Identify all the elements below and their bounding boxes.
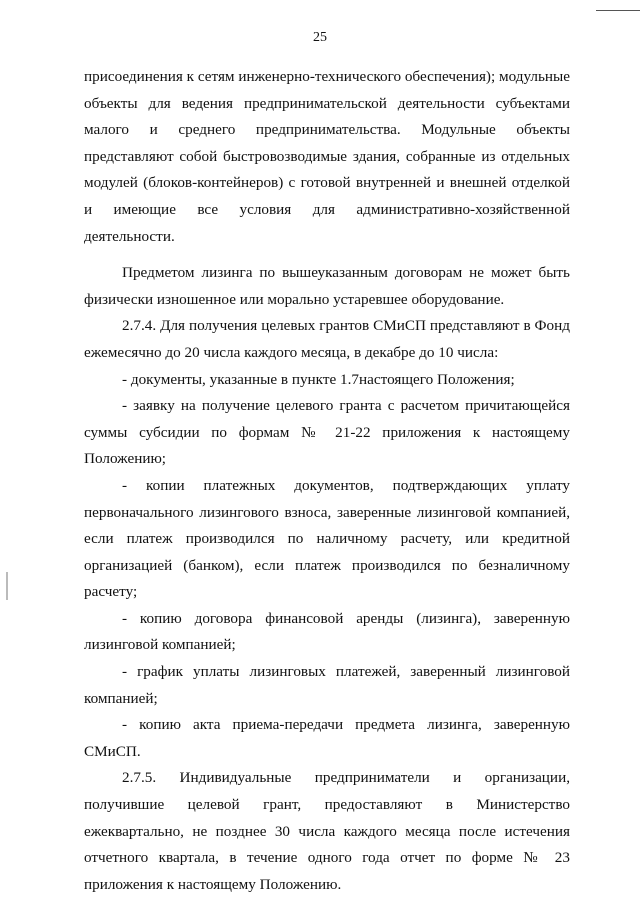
paragraph-lease-subject: Предметом лизинга по вышеуказанным договорам не может быть физически изношенное или морально устаревшее оборудование.: [84, 264, 570, 308]
list-item-documents: - документы, указанные в пункте 1.7настоящего Положения;: [122, 370, 515, 388]
paragraph-2-7-4: 2.7.4. Для получения целевых грантов СМиСП представляют в Фонд ежемесячно до 20 числа каждого месяца, в декабре до 10 числа:: [84, 317, 570, 361]
list-item-payment-schedule: - график уплаты лизинговых платежей, заверенный лизинговой компанией;: [84, 663, 570, 707]
paragraph-2-7-5: 2.7.5. Индивидуальные предприниматели и организации, получившие целевой грант, предоставляют в Министерство ежеквартально, не позднее 30 числа каждого месяца после истечения отчетного квартала, в течение одного года отчет по форме № 23 приложения к настоящему Положению.: [84, 769, 570, 893]
scan-mark: [6, 572, 8, 600]
document-body: [84, 64, 570, 898]
list-item-application: - заявку на получение целевого гранта с расчетом причитающейся суммы субсидии по формам № 21-22 приложения к настоящему Положению;: [84, 397, 570, 468]
corner-line: [596, 10, 640, 11]
page-number: 25: [313, 30, 327, 45]
list-item-payment-copies: - копии платежных документов, подтверждающих уплату первоначального лизингового взноса, заверенные лизинговой компанией, если платеж производился по наличному расчету, или кредитной организацией (банком), если платеж производился по безналичному расчету;: [84, 476, 570, 601]
list-item-lease-contract: - копию договора финансовой аренды (лизинга), заверенную лизинговой компанией;: [84, 609, 570, 654]
list-item-acceptance-act: - копию акта приема-передачи предмета лизинга, заверенную СМиСП.: [84, 716, 570, 760]
paragraph-continuation: присоединения к сетям инженерно-технического обеспечения); модульные объекты для ведения предпринимательской деятельности субъектами малого и среднего предпринимательства. Модульные объекты представляют собой быстровозводимые здания, собранные из отдельных модулей (блоков-контейнеров) с готовой внутренней и внешней отделкой и имеющие все условия для административно-хозяйственной деятельности.: [84, 68, 571, 245]
